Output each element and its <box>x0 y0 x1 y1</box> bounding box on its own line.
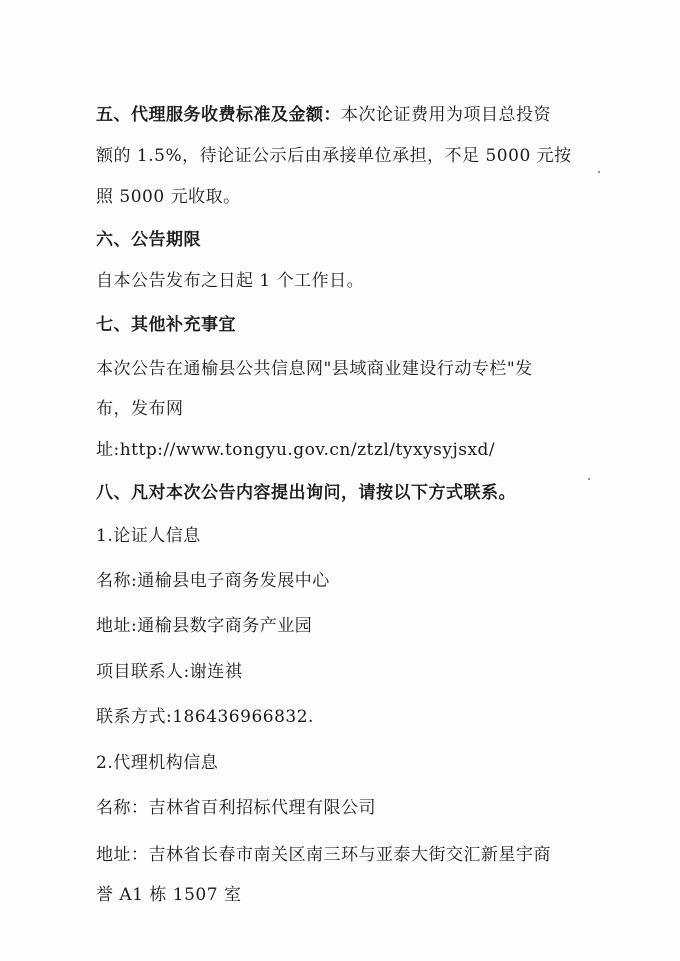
certifier-contact-person: 项目联系人:谢连祺 <box>96 662 243 682</box>
certifier-address: 地址:通榆县数字商务产业园 <box>96 616 313 636</box>
section-5-line-1 <box>96 104 551 126</box>
scan-speck <box>588 478 590 480</box>
certifier-phone: 联系方式:186436966832. <box>96 707 314 727</box>
section-5-line-2: 额的 1.5%，待论证公示后由承接单位承担，不足 5000 元按 <box>96 146 572 166</box>
section-7-heading: 七、其他补充事宜 <box>96 315 236 335</box>
section-7-line-2: 布，发布网 <box>96 399 184 419</box>
section-7-url-line: 址:http://www.tongyu.gov.cn/ztzl/tyxysyjsxd/ <box>96 440 496 460</box>
agency-address-line-1: 地址：吉林省长春市南关区南三环与亚泰大街交汇新星宇商 <box>96 845 551 865</box>
agency-address-line-2: 誉 A1 栋 1507 室 <box>96 885 242 905</box>
agency-info-title: 2.代理机构信息 <box>96 753 219 773</box>
section-5-line-3: 照 5000 元收取。 <box>96 187 241 207</box>
certifier-info-title: 1.论证人信息 <box>96 526 201 546</box>
agency-name: 名称：吉林省百利招标代理有限公司 <box>96 798 376 818</box>
section-7-line-1: 本次公告在通榆县公共信息网"县域商业建设行动专栏"发 <box>96 359 533 379</box>
section-5-text: 本次论证费用为项目总投资 <box>341 105 551 125</box>
section-8-heading: 八、凡对本次公告内容提出询问，请按以下方式联系。 <box>96 483 516 503</box>
section-6-line-1: 自本公告发布之日起 1 个工作日。 <box>96 271 365 291</box>
section-6-heading: 六、公告期限 <box>96 230 201 250</box>
certifier-name: 名称:通榆县电子商务发展中心 <box>96 571 330 591</box>
section-5-heading: 五、代理服务收费标准及金额： <box>96 105 341 125</box>
scan-speck <box>598 171 600 173</box>
